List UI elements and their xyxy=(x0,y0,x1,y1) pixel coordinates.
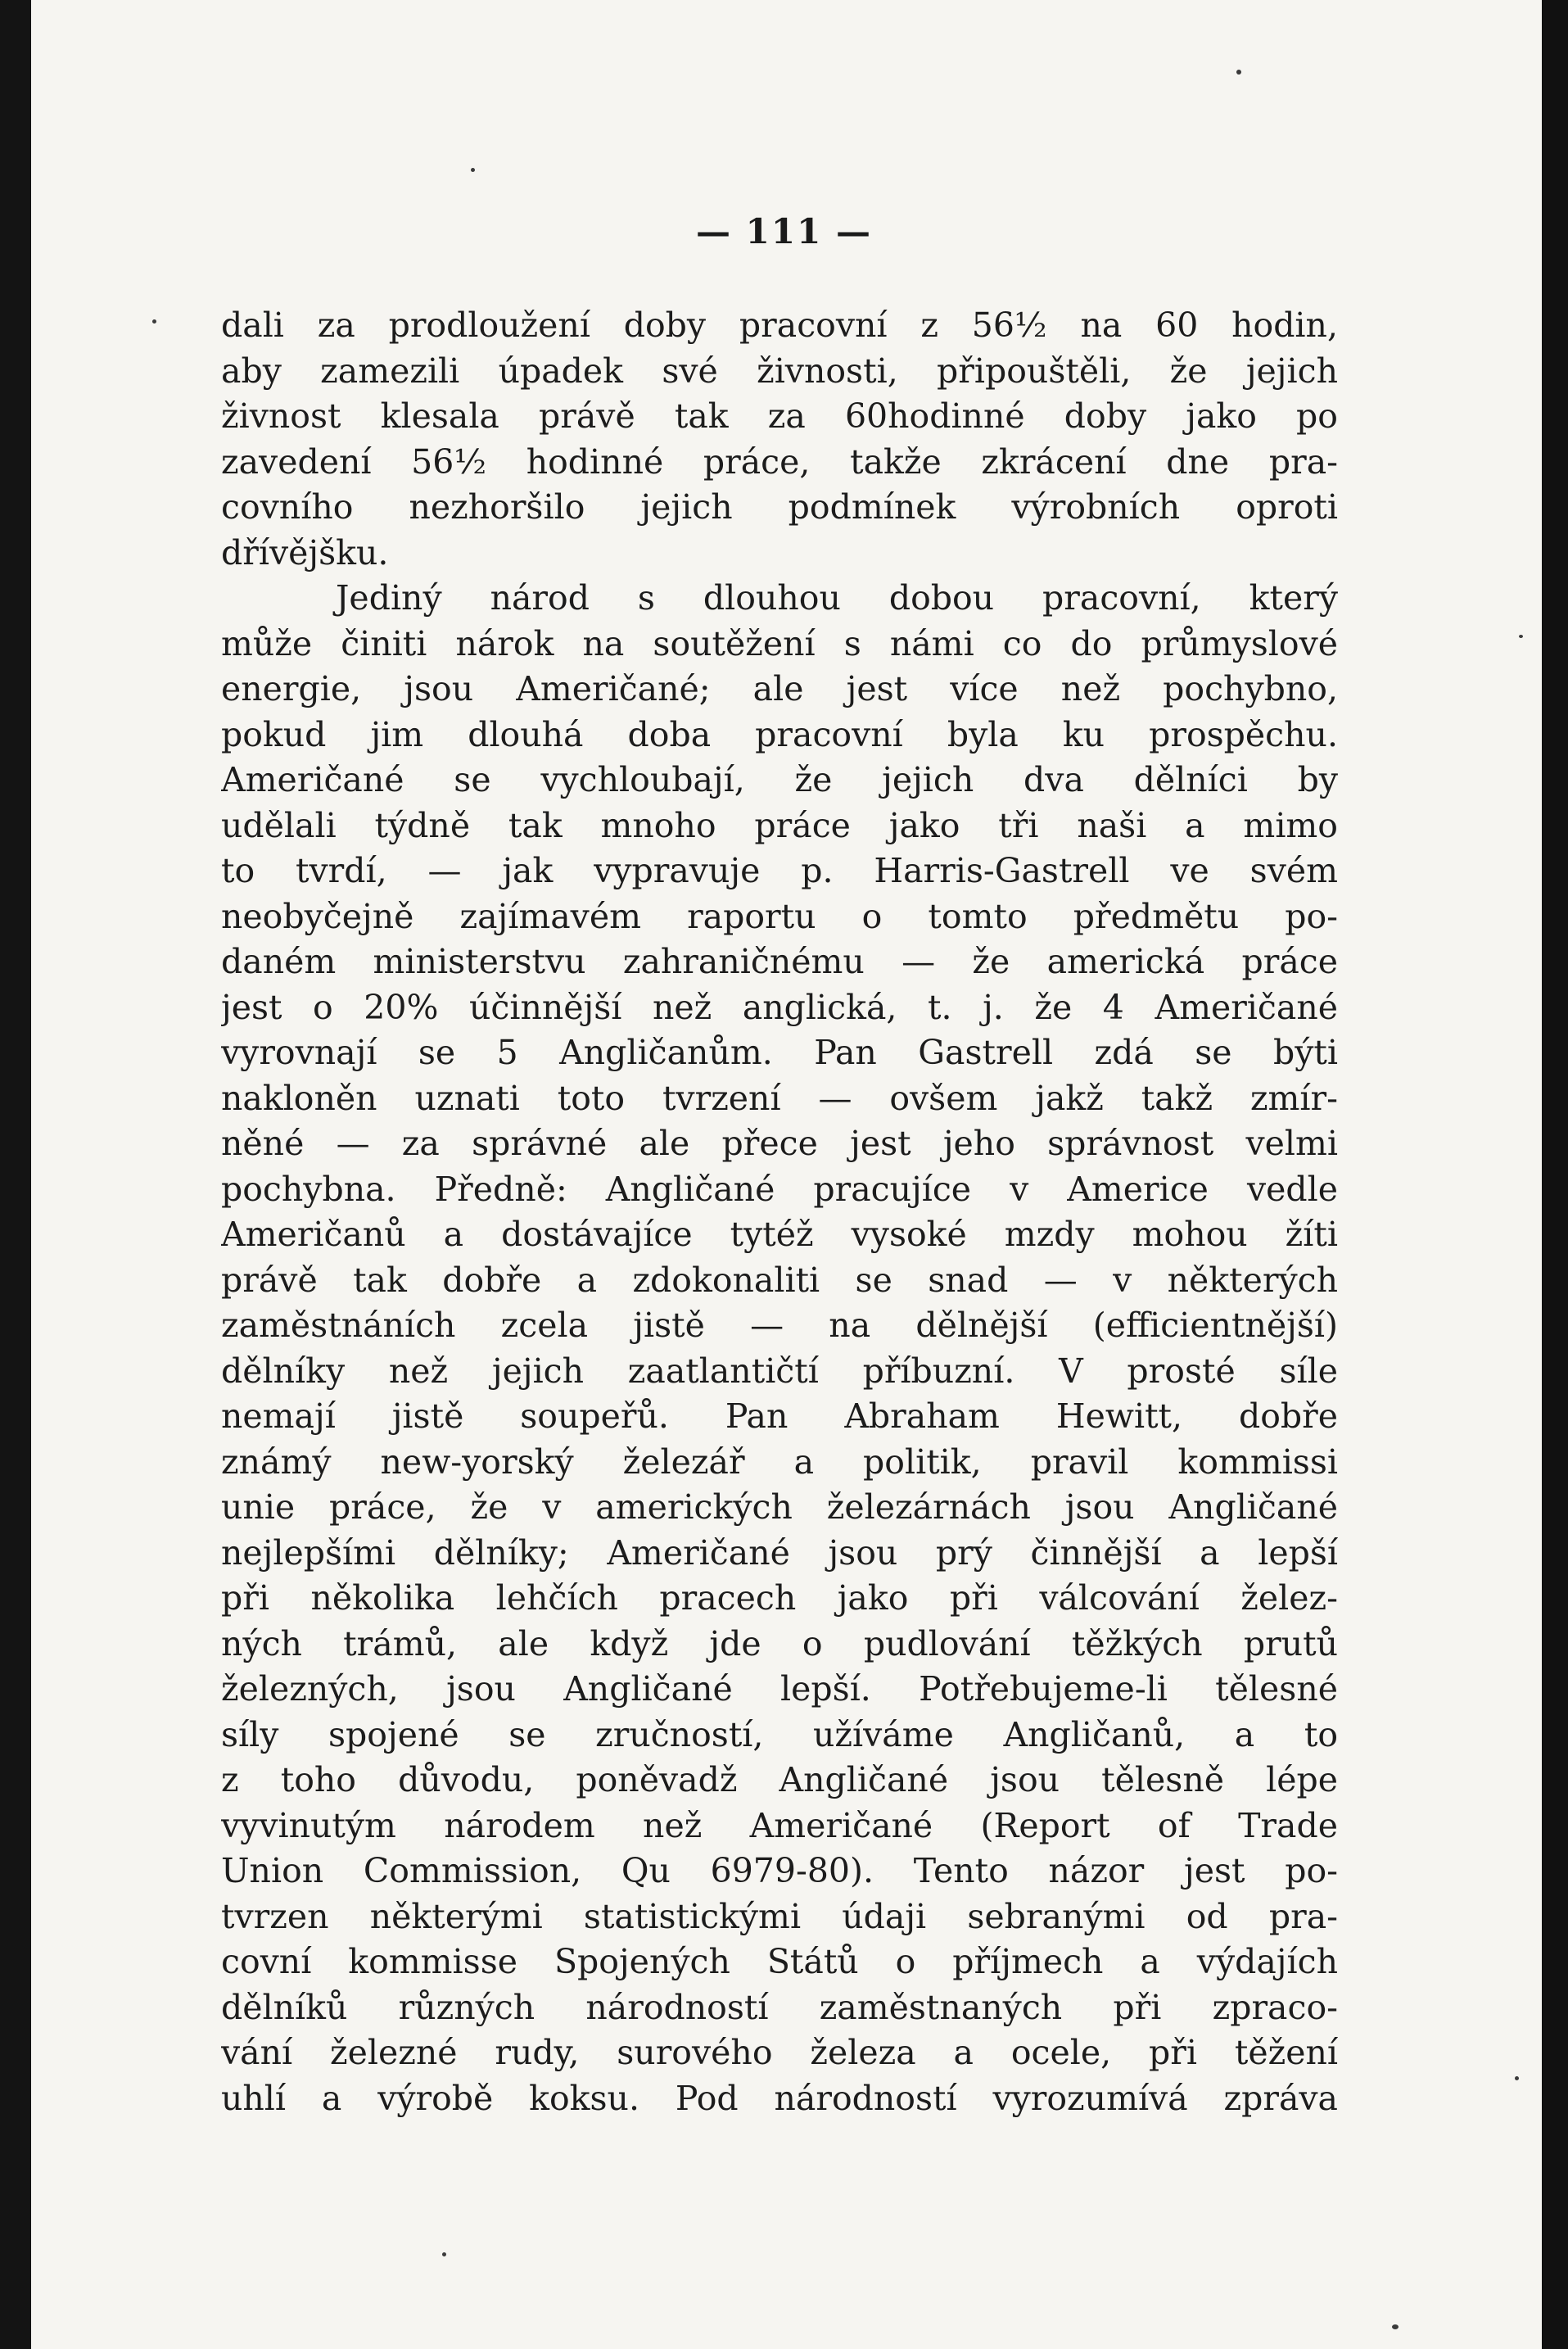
text-line: vání železné rudy, surového železa a ocele, při těžení xyxy=(221,2033,1338,2072)
text-line: jest o 20% účinnější než anglická, t. j. že 4 Američané xyxy=(221,987,1338,1027)
text-line: z toho důvodu, poněvadž Angličané jsou tělesně lépe xyxy=(221,1760,1338,1799)
text-line: aby zamezili úpadek své živnosti, připouštěli, že jejich xyxy=(221,351,1338,391)
text-line: to tvrdí, — jak vypravuje p. Harris-Gastrell ve svém xyxy=(221,851,1338,890)
text-line: Union Commission, Qu 6979-80). Tento názor jest po- xyxy=(221,1851,1338,1890)
text-line: zaměstnáních zcela jistě — na dělnější (efficientnější) xyxy=(221,1306,1338,1345)
text-line: Američanů a dostávajíce tytéž vysoké mzdy mohou žíti xyxy=(221,1215,1338,1254)
text-line: živnost klesala právě tak za 60hodinné doby jako po xyxy=(221,396,1338,436)
text-line: pochybna. Předně: Angličané pracujíce v Americe vedle xyxy=(221,1169,1338,1209)
text-line: Jediný národ s dlouhou dobou pracovní, který xyxy=(336,578,1338,618)
text-line: něné — za správné ale přece jest jeho správnost velmi xyxy=(221,1124,1338,1163)
text-line: vyrovnají se 5 Angličanům. Pan Gastrell zdá se býti xyxy=(221,1033,1338,1072)
text-line: známý new-yorský železář a politik, pravil kommissi xyxy=(221,1442,1338,1482)
paper-speck xyxy=(471,168,475,172)
page-number: — 111 — xyxy=(696,211,872,251)
paper-speck xyxy=(1392,2324,1399,2329)
text-line: nemají jistě soupeřů. Pan Abraham Hewitt, dobře xyxy=(221,1396,1338,1436)
text-line: při několika lehčích pracech jako při válcování želez- xyxy=(221,1578,1338,1618)
text-line: dali za prodloužení doby pracovní z 56½ na 60 hodin, xyxy=(221,306,1338,345)
text-line: neobyčejně zajímavém raportu o tomto předmětu po- xyxy=(221,896,1338,936)
text-line: dřívějšku. xyxy=(221,532,389,573)
text-line: covní kommisse Spojených Států o příjmech a výdajích xyxy=(221,1942,1338,1981)
paper-speck xyxy=(1519,635,1523,638)
text-line: právě tak dobře a zdokonaliti se snad — v některých xyxy=(221,1260,1338,1300)
text-line: síly spojené se zručností, užíváme Angličanů, a to xyxy=(221,1714,1338,1754)
text-line: unie práce, že v amerických železárnách jsou Angličané xyxy=(221,1487,1338,1527)
text-line: vyvinutým národem než Američané (Report of Trade xyxy=(221,1805,1338,1845)
text-line: nakloněn uznati toto tvrzení — ovšem jakž takž zmír- xyxy=(221,1078,1338,1118)
paper-speck xyxy=(1515,2076,1519,2080)
text-line: tvrzen některými statistickými údaji sebranými od pra- xyxy=(221,1896,1338,1936)
text-line: nejlepšími dělníky; Američané jsou prý činnější a lepší xyxy=(221,1532,1338,1573)
paper-speck xyxy=(1236,70,1241,75)
text-line: daném ministerstvu zahraničnému — že americká práce xyxy=(221,942,1338,981)
scan-left-edge xyxy=(0,0,31,2349)
text-line: covního nezhoršilo jejich podmínek výrobních oproti xyxy=(221,487,1338,527)
text-line: Američané se vychloubají, že jejich dva dělníci by xyxy=(221,760,1338,799)
text-line: uhlí a výrobě koksu. Pod národností vyrozumívá zpráva xyxy=(221,2078,1338,2118)
text-line: udělali týdně tak mnoho práce jako tři naši a mimo xyxy=(221,805,1338,845)
paper-speck xyxy=(152,319,156,324)
paper-speck xyxy=(442,2252,446,2256)
text-line: může činiti nárok na soutěžení s námi co do průmyslové xyxy=(221,623,1338,663)
text-line: energie, jsou Američané; ale jest více než pochybno, xyxy=(221,669,1338,708)
body-text xyxy=(221,303,1338,2121)
text-line: dělníky než jejich zaatlantičtí příbuzní. V prosté síle xyxy=(221,1351,1338,1391)
text-line: železných, jsou Angličané lepší. Potřebujeme-li tělesné xyxy=(221,1669,1338,1709)
text-line: ných trámů, ale když jde o pudlování těžkých prutů xyxy=(221,1623,1338,1663)
scan-right-edge xyxy=(1542,0,1568,2349)
text-line: zavedení 56½ hodinné práce, takže zkrácení dne pra- xyxy=(221,441,1338,482)
text-line: pokud jim dlouhá doba pracovní byla ku prospěchu. xyxy=(221,714,1338,754)
text-line: dělníků různých národností zaměstnaných při zpraco- xyxy=(221,1987,1338,2027)
